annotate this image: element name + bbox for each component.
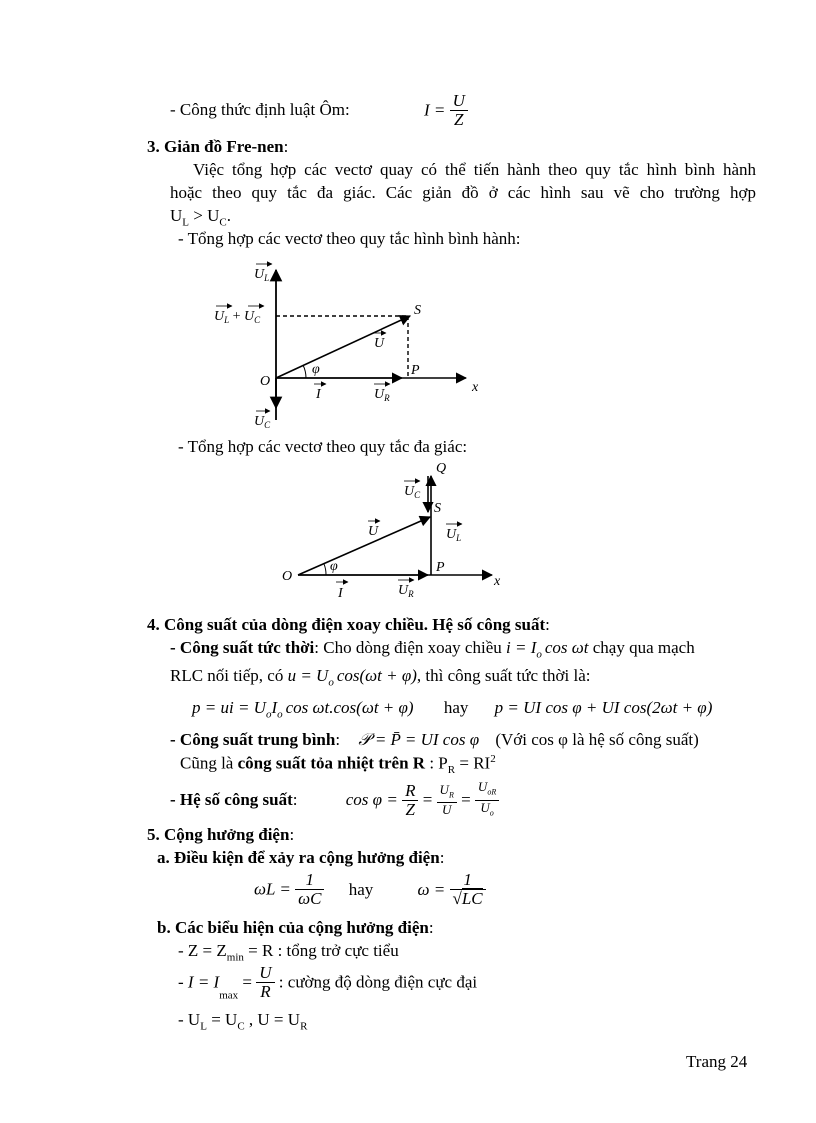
cond-fraction: $\frac{1}{\omega C}$	[295, 871, 324, 908]
instant-power-line2: RLC nối tiếp, có $u = U_o$ cos(ωt + φ), thì công suất tức thời là:	[170, 666, 591, 689]
instant-power-formulas: p = ui = $U_oI_o$ cos ωt.cos(ωt + φ) hay p = UI cos φ + UI cos(2ωt + φ)	[192, 698, 713, 721]
ohm-fraction: $\frac{U}{Z}$	[450, 92, 468, 129]
section-3-paragraph-line3: $U_L > U_C$.	[170, 206, 231, 229]
label-ul: $U_L$	[254, 267, 270, 283]
section-3-paragraph-line2: hoặc theo quy tắc đa giác. Các giản đồ ở các hình sau vẽ cho trường hợp	[170, 183, 756, 202]
instant-power-line: - Công suất tức thời: Cho dòng điện xoay chiều $i = I_o$ cos ωt chạy qua mạch	[170, 638, 695, 661]
resonance-item-3: - $U_L = U_C$ , $U = U_R$	[178, 1010, 308, 1033]
imax-fraction: $\frac{U}{R}$	[256, 964, 274, 1001]
ohm-formula: I = $\frac{U}{Z}$	[424, 92, 468, 129]
ohm-law-line	[170, 100, 350, 120]
label-p: P	[436, 560, 445, 575]
power-factor-line: - Hệ số công suất: cos φ = $\frac{R}{Z}$ = $\frac{U_R}{U}$ = $\frac{U_{oR}}{U_o}$	[170, 780, 499, 820]
label-uc: $U_C$	[404, 484, 421, 500]
section-3-paragraph-line1: Việc tổng hợp các vectơ quay có thể tiến hành theo quy tắc hình bình hành	[193, 160, 756, 179]
label-s: S	[434, 501, 441, 516]
phi-arc	[303, 365, 306, 378]
label-i: I	[316, 387, 321, 402]
u-vector	[276, 316, 410, 378]
resonance-item-2: - $I = I_{max}$ = $\frac{U}{R}$ : cường độ dòng điện cực đại	[178, 963, 478, 1002]
label-ur: $U_R$	[398, 583, 414, 599]
pf-fraction-ur-u: $\frac{U_R}{U}$	[437, 783, 457, 818]
label-phi: φ	[312, 362, 320, 377]
section-3-title: 3. Giản đồ Fre-nen:	[147, 137, 289, 156]
cond2-fraction: $\frac{1}{√LC}$	[450, 871, 486, 908]
parallelogram-rule-label: - Tổng hợp các vectơ theo quy tắc hình bình hành:	[178, 229, 521, 248]
average-power-line: - Công suất trung bình: 𝒫 = P̄ = UI cos φ (Với cos φ là hệ số công suất)	[170, 730, 699, 749]
section-4-title: 4. Công suất của dòng điện xoay chiều. Hệ số công suất:	[147, 615, 550, 634]
label-phi: φ	[330, 559, 338, 574]
label-ul-plus-uc: $U_L + U_C$	[214, 309, 261, 325]
polygon-diagram	[270, 458, 520, 604]
pf-fraction-uor-uo: $\frac{U_{oR}}{U_o}$	[475, 780, 499, 820]
label-x: x	[494, 574, 501, 589]
label-s: S	[414, 303, 421, 318]
label-ur: $U_R$	[374, 387, 390, 403]
label-i: I	[338, 586, 343, 601]
label-p: P	[411, 363, 420, 378]
page-number: Trang 24	[686, 1052, 748, 1071]
label-ul: $U_L$	[446, 527, 462, 543]
section-5-title: 5. Cộng hưởng điện:	[147, 825, 295, 844]
parallelogram-diagram	[190, 258, 510, 438]
polygon-rule-label: - Tổng hợp các vectơ theo quy tắc đa giác:	[178, 437, 468, 456]
resonance-condition-title: a. Điều kiện để xảy ra cộng hưởng điện:	[157, 848, 445, 867]
label-q: Q	[436, 461, 447, 476]
label-uc: $U_C$	[254, 414, 271, 430]
label-o: O	[260, 374, 271, 389]
u-vector	[298, 517, 430, 575]
label-u: U	[374, 336, 385, 351]
pf-fraction-r-z: $\frac{R}{Z}$	[402, 782, 418, 819]
label-o: O	[282, 569, 293, 584]
phi-arc	[324, 564, 326, 575]
resonance-item-1: - $Z = Z_{min} = R$ : tổng trở cực tiểu	[178, 941, 399, 964]
ohm-label: - Công thức định luật Ôm:	[170, 100, 350, 119]
resonance-manifest-title: b. Các biểu hiện của cộng hưởng điện:	[157, 918, 434, 937]
label-x: x	[472, 380, 479, 395]
label-u: U	[368, 524, 379, 539]
resonance-condition-formula: ωL = $\frac{1}{\omega C}$ hay ω = $\frac{1}{√LC}$	[254, 871, 486, 908]
heat-power-line: Cũng là công suất tỏa nhiệt trên R : $P_R = RI^2$	[180, 753, 496, 777]
